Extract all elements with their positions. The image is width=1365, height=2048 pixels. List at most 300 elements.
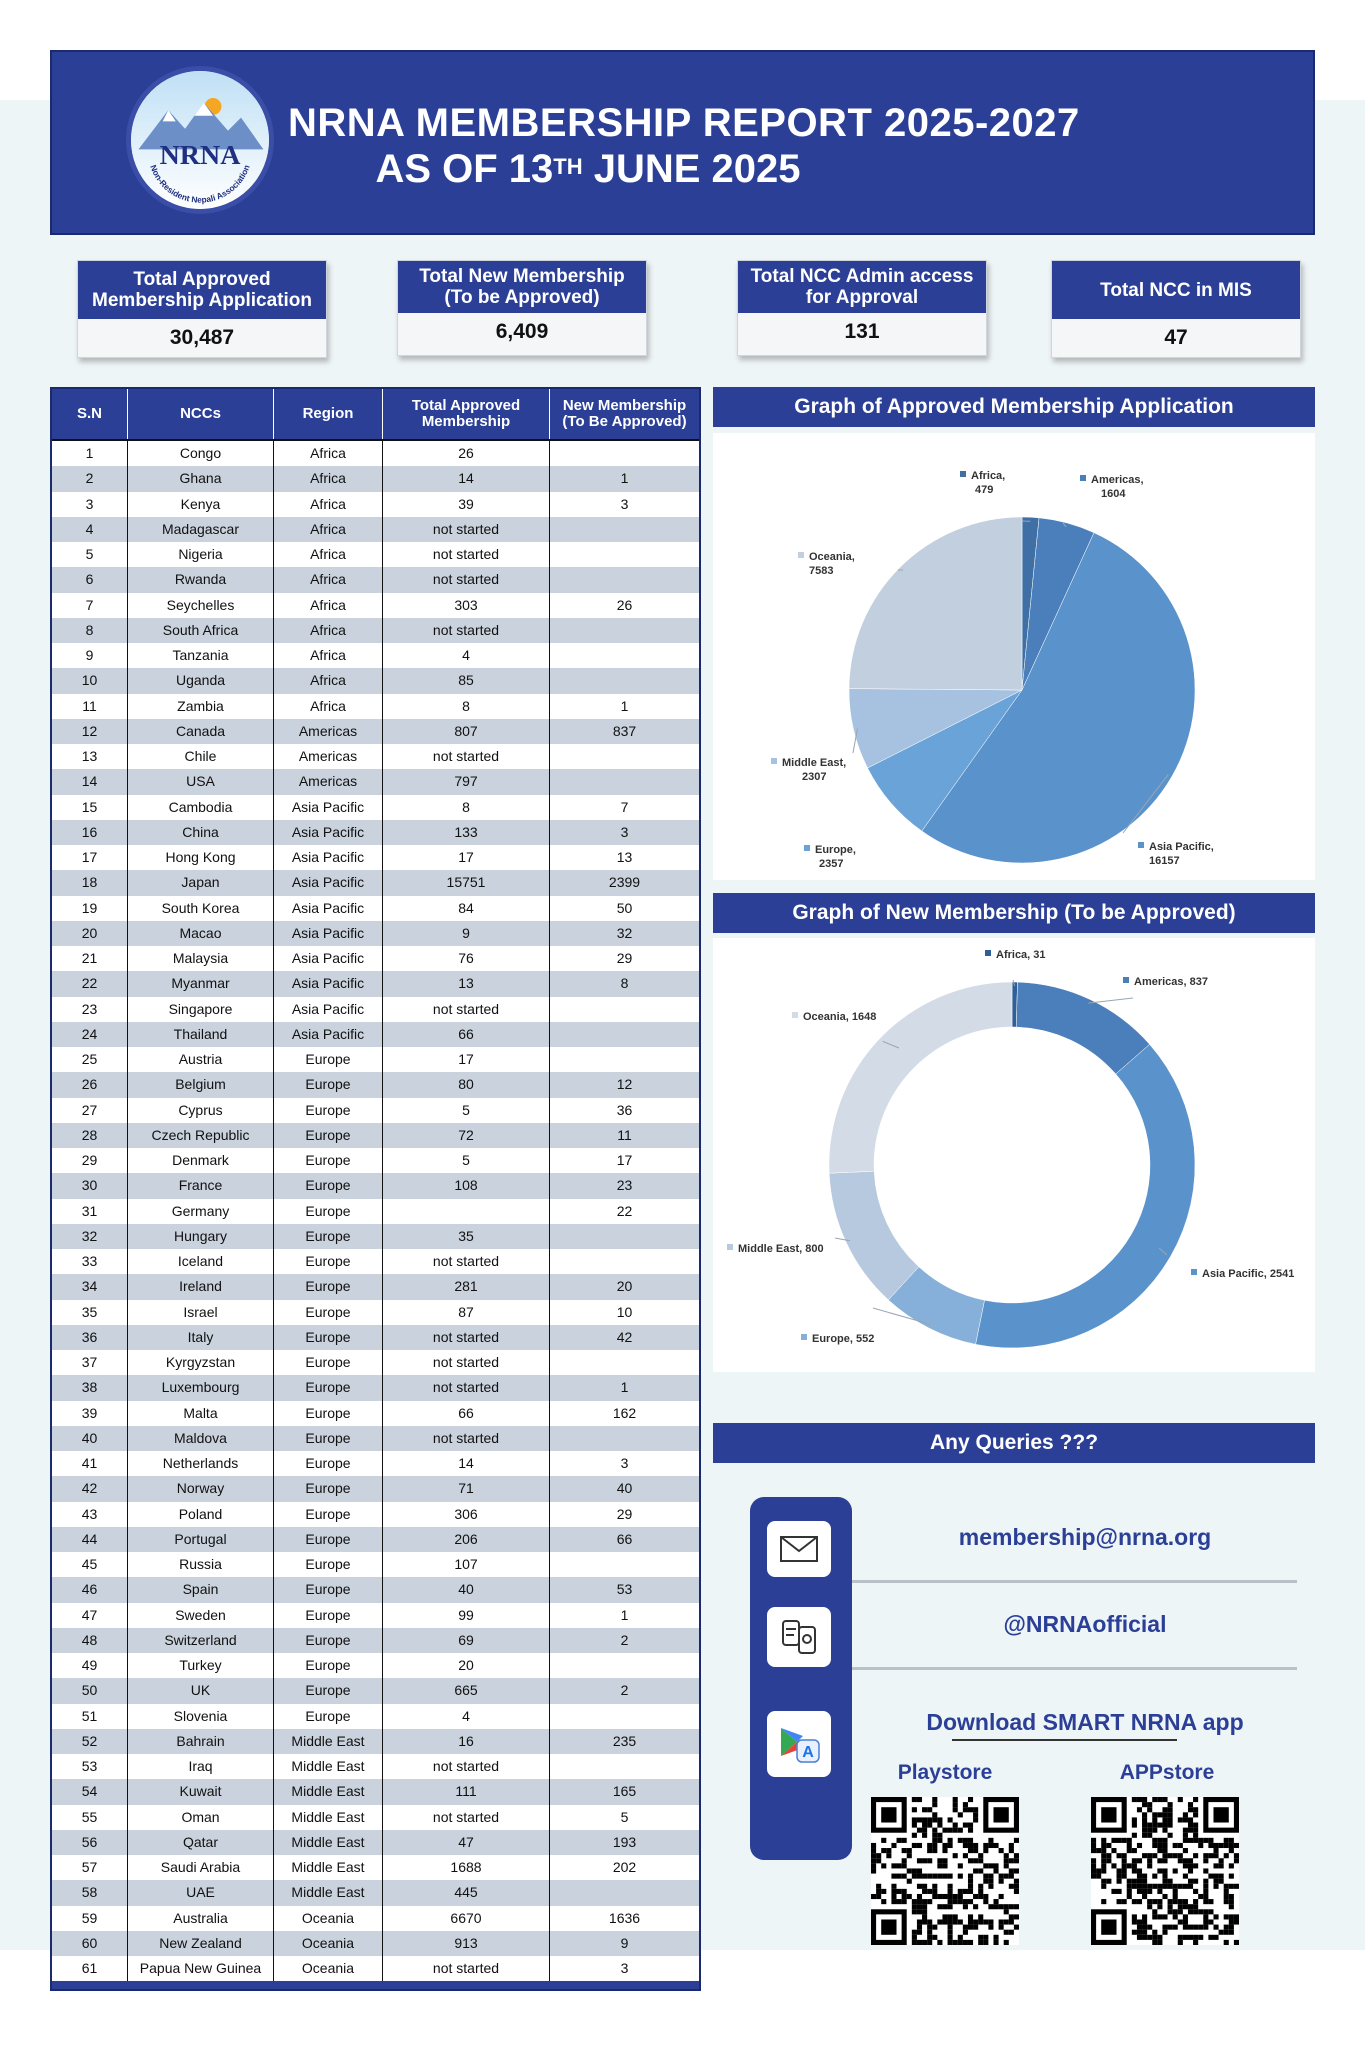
table-cell: not started (383, 1805, 550, 1830)
label-marker (727, 1244, 733, 1250)
table-row (52, 1754, 699, 1779)
table-cell: Middle East (274, 1754, 383, 1779)
table-row (52, 896, 699, 921)
table-cell: 84 (383, 896, 550, 921)
table-row (52, 971, 699, 996)
playstore-label: Playstore (897, 1761, 993, 1784)
table-cell: 8 (52, 618, 128, 643)
table-cell: 12 (616, 1076, 633, 1093)
table-row (52, 1047, 699, 1072)
table-cell: not started (383, 997, 550, 1022)
table-cell: 9 (383, 921, 550, 946)
table-cell: 35 (383, 1224, 550, 1249)
table-cell: New Zealand (128, 1931, 274, 1956)
table-cell: 20 (616, 1278, 633, 1295)
table-cell: 1 (620, 470, 629, 487)
table-cell: 445 (383, 1880, 550, 1905)
stat-total-new (397, 260, 647, 356)
label-marker (960, 471, 966, 477)
table-cell: Myanmar (128, 971, 274, 996)
table-cell: Turkey (128, 1653, 274, 1678)
table-cell: Europe (274, 1678, 383, 1703)
table-cell: Europe (274, 1199, 383, 1224)
table-cell: Europe (274, 1098, 383, 1123)
chart2-title: Graph of New Membership (To be Approved) (713, 893, 1315, 933)
table-cell: 22 (616, 1202, 633, 1219)
table-row (52, 1552, 699, 1577)
table-cell: Slovenia (128, 1704, 274, 1729)
table-cell: 8 (620, 975, 629, 992)
table-cell: 797 (383, 769, 550, 794)
table-cell: 72 (383, 1123, 550, 1148)
table-row (52, 997, 699, 1022)
table-cell: 28 (52, 1123, 128, 1148)
table-cell: Europe (274, 1224, 383, 1249)
table-cell: Oceania (274, 1931, 383, 1956)
table-cell: France (128, 1173, 274, 1198)
table-row (52, 694, 699, 719)
table-cell: Thailand (128, 1022, 274, 1047)
table-cell: Japan (128, 870, 274, 895)
table-cell: 40 (383, 1577, 550, 1602)
table-cell: Europe (274, 1426, 383, 1451)
table-cell: not started (383, 517, 550, 542)
table-cell: not started (383, 1350, 550, 1375)
table-header (52, 389, 699, 441)
table-cell: 4 (383, 643, 550, 668)
table-cell (550, 668, 699, 693)
table-row (52, 1451, 699, 1476)
table-cell: Europe (274, 1476, 383, 1501)
table-cell: 69 (383, 1628, 550, 1653)
table-cell: 41 (52, 1451, 128, 1476)
col-region: Region (274, 389, 383, 439)
table-cell (550, 1224, 699, 1249)
table-row (52, 1072, 699, 1097)
table-row (52, 1476, 699, 1501)
table-cell: Germany (128, 1199, 274, 1224)
table-row (52, 542, 699, 567)
table-row (52, 1603, 699, 1628)
data-label: Africa, 31 (996, 949, 1046, 961)
table-cell: Asia Pacific (274, 820, 383, 845)
table-cell: South Korea (128, 896, 274, 921)
table-row (52, 1274, 699, 1299)
data-label: Middle East, 800 (738, 1243, 824, 1255)
table-cell: 48 (52, 1628, 128, 1653)
table-cell: 33 (52, 1249, 128, 1274)
app-store-icon (767, 1711, 831, 1777)
table-cell (550, 1022, 699, 1047)
table-cell: 24 (52, 1022, 128, 1047)
table-cell: 12 (52, 719, 128, 744)
table-cell: 281 (383, 1274, 550, 1299)
data-label: Americas, 837 (1134, 976, 1208, 988)
table-row (52, 1148, 699, 1173)
table-cell: 23 (616, 1177, 633, 1194)
table-cell: USA (128, 769, 274, 794)
table-cell: 99 (383, 1603, 550, 1628)
table-cell: Europe (274, 1325, 383, 1350)
table-cell: Papua New Guinea (128, 1956, 274, 1981)
table-cell: 17 (383, 1047, 550, 1072)
data-label: Asia Pacific, 16157 (1149, 841, 1214, 867)
table-cell: Australia (128, 1906, 274, 1931)
table-cell: Africa (274, 441, 383, 466)
approved-pie-chart (713, 433, 1315, 880)
table-cell: 13 (383, 971, 550, 996)
table-cell: 26 (52, 1072, 128, 1097)
label-marker (1191, 1269, 1197, 1275)
table-cell: Africa (274, 567, 383, 592)
table-cell: 17 (52, 845, 128, 870)
table-cell: Americas (274, 744, 383, 769)
table-cell: Austria (128, 1047, 274, 1072)
table-cell: 42 (616, 1328, 633, 1345)
table-cell: 39 (52, 1401, 128, 1426)
table-cell: 58 (52, 1880, 128, 1905)
table-row (52, 820, 699, 845)
table-row (52, 1653, 699, 1678)
table-cell: 46 (52, 1577, 128, 1602)
table-cell: Asia Pacific (274, 971, 383, 996)
email-icon (767, 1521, 831, 1577)
table-cell: 3 (620, 823, 629, 840)
table-row (52, 668, 699, 693)
table-row (52, 1300, 699, 1325)
report-header (50, 50, 1315, 235)
table-cell: not started (383, 1375, 550, 1400)
table-cell: 17 (383, 845, 550, 870)
table-cell (383, 1199, 550, 1224)
table-cell: Denmark (128, 1148, 274, 1173)
table-row (52, 845, 699, 870)
table-cell: Czech Republic (128, 1123, 274, 1148)
table-cell: Russia (128, 1552, 274, 1577)
table-cell: Portugal (128, 1527, 274, 1552)
table-cell: Africa (274, 694, 383, 719)
label-marker (1080, 475, 1086, 481)
table-cell: 11 (617, 1126, 632, 1143)
table-cell: 25 (52, 1047, 128, 1072)
data-label: Middle East, 2307 (782, 757, 847, 783)
table-cell: 35 (52, 1300, 128, 1325)
table-cell (550, 1047, 699, 1072)
table-cell: Netherlands (128, 1451, 274, 1476)
svg-text:A: A (802, 1744, 814, 1761)
table-cell: 54 (52, 1779, 128, 1804)
table-cell: not started (383, 618, 550, 643)
table-row (52, 643, 699, 668)
table-cell: Poland (128, 1502, 274, 1527)
table-row (52, 466, 699, 491)
appstore-label: APPstore (1119, 1761, 1215, 1784)
table-cell: 40 (616, 1480, 633, 1497)
table-cell: Maldova (128, 1426, 274, 1451)
download-underline (952, 1739, 1177, 1741)
table-footer-bar (52, 1981, 699, 1989)
table-cell: not started (383, 542, 550, 567)
table-row (52, 1880, 699, 1905)
table-row (52, 1249, 699, 1274)
table-cell: Africa (274, 668, 383, 693)
table-row (52, 1502, 699, 1527)
table-cell: 6670 (383, 1906, 550, 1931)
table-cell (550, 997, 699, 1022)
data-label: Oceania, 7583 (809, 551, 855, 577)
table-row (52, 1098, 699, 1123)
table-cell: Asia Pacific (274, 997, 383, 1022)
table-cell: 59 (52, 1906, 128, 1931)
table-cell: 15 (52, 795, 128, 820)
table-row (52, 1931, 699, 1956)
table-cell: Africa (274, 643, 383, 668)
table-row (52, 1173, 699, 1198)
table-cell: Tanzania (128, 643, 274, 668)
contact-social[interactable]: @NRNAofficial (1003, 1611, 1167, 1637)
table-row (52, 593, 699, 618)
table-cell (550, 1754, 699, 1779)
table-cell: Europe (274, 1653, 383, 1678)
table-row (52, 567, 699, 592)
label-marker (792, 1012, 798, 1018)
table-row (52, 1906, 699, 1931)
table-cell: not started (383, 567, 550, 592)
table-cell: Asia Pacific (274, 921, 383, 946)
table-cell: 202 (612, 1859, 637, 1875)
table-cell: Asia Pacific (274, 795, 383, 820)
table-cell: 38 (52, 1375, 128, 1400)
table-cell: 30 (52, 1173, 128, 1198)
table-cell (550, 542, 699, 567)
label-marker (798, 552, 804, 558)
table-cell: 29 (52, 1148, 128, 1173)
table-cell: Europe (274, 1375, 383, 1400)
label-marker (771, 758, 777, 764)
table-cell: 60 (52, 1931, 128, 1956)
table-cell: 3 (620, 1960, 629, 1976)
table-cell: Africa (274, 517, 383, 542)
col-nccs: NCCs (128, 389, 274, 439)
table-cell: Israel (128, 1300, 274, 1325)
appstore-qr-code[interactable] (1091, 1797, 1239, 1945)
table-cell: 16 (52, 820, 128, 845)
label-marker (985, 950, 991, 956)
table-cell: Iraq (128, 1754, 274, 1779)
contact-icon-bar (750, 1497, 852, 1860)
table-cell: 13 (616, 849, 633, 865)
table-row (52, 795, 699, 820)
table-cell (550, 441, 699, 466)
table-cell: 8 (383, 694, 550, 719)
table-cell: Asia Pacific (274, 1022, 383, 1047)
table-cell: Europe (274, 1274, 383, 1299)
table-cell: 837 (612, 722, 637, 739)
table-row (52, 1628, 699, 1653)
table-cell: 80 (383, 1072, 550, 1097)
title-date-post: JUNE 2025 (582, 147, 801, 191)
divider-line (852, 1667, 1297, 1670)
table-cell: Madagascar (128, 517, 274, 542)
download-app-text: Download SMART NRNA app (926, 1709, 1244, 1735)
table-cell: 107 (383, 1552, 550, 1577)
table-cell: 206 (383, 1527, 550, 1552)
table-cell: 61 (52, 1956, 128, 1981)
table-cell: Middle East (274, 1855, 383, 1880)
table-cell: 66 (616, 1530, 633, 1547)
slice-oceania (849, 517, 1022, 690)
table-cell: 53 (52, 1754, 128, 1779)
table-cell: Oman (128, 1805, 274, 1830)
table-row (52, 492, 699, 517)
table-cell: 303 (383, 593, 550, 618)
table-cell: Europe (274, 1173, 383, 1198)
table-cell: not started (383, 1754, 550, 1779)
table-cell: 37 (52, 1350, 128, 1375)
table-cell: 32 (52, 1224, 128, 1249)
table-cell: 36 (616, 1101, 633, 1118)
stat-label: Total Approved Membership Application (78, 261, 326, 319)
table-cell: 9 (620, 1934, 629, 1951)
table-cell: 306 (383, 1502, 550, 1527)
table-cell (550, 1653, 699, 1678)
leader-line (1088, 998, 1133, 1003)
table-cell: not started (383, 1325, 550, 1350)
table-cell (550, 1426, 699, 1451)
new-membership-donut-chart (713, 938, 1315, 1372)
table-cell: 17 (616, 1152, 633, 1168)
table-cell (550, 744, 699, 769)
table-cell: Americas (274, 719, 383, 744)
table-cell: Europe (274, 1072, 383, 1097)
ncc-membership-table (50, 387, 701, 1991)
table-cell: 3 (52, 492, 128, 517)
table-cell: not started (383, 1956, 550, 1981)
table-cell: not started (383, 1426, 550, 1451)
table-cell: Malaysia (128, 946, 274, 971)
table-cell: 165 (612, 1783, 637, 1800)
stat-total-approved (77, 260, 327, 358)
table-cell: 27 (52, 1098, 128, 1123)
table-cell: 43 (52, 1502, 128, 1527)
table-cell: 52 (52, 1729, 128, 1754)
table-row (52, 441, 699, 466)
table-cell: 14 (52, 769, 128, 794)
table-cell: Kenya (128, 492, 274, 517)
table-cell: 20 (52, 921, 128, 946)
stat-label: Total New Membership (To be Approved) (398, 261, 646, 313)
table-cell: 85 (383, 668, 550, 693)
table-cell: 26 (383, 441, 550, 466)
table-cell: 5 (620, 1808, 629, 1825)
label-marker (1123, 977, 1129, 983)
table-cell (550, 517, 699, 542)
data-label: Europe, 2357 (815, 844, 856, 870)
table-cell: Italy (128, 1325, 274, 1350)
table-row (52, 1527, 699, 1552)
table-cell: Middle East (274, 1805, 383, 1830)
table-cell: 1 (620, 1606, 629, 1623)
table-cell: 23 (52, 997, 128, 1022)
table-cell: 4 (383, 1704, 550, 1729)
table-cell: 108 (383, 1173, 550, 1198)
table-cell: Canada (128, 719, 274, 744)
contact-email[interactable]: membership@nrna.org (958, 1524, 1212, 1550)
table-cell: 14 (383, 1451, 550, 1476)
stat-ncc-mis (1051, 260, 1301, 358)
table-row (52, 618, 699, 643)
table-cell: Africa (274, 542, 383, 567)
table-cell: 111 (383, 1779, 550, 1804)
table-cell: 1 (620, 1379, 629, 1396)
table-cell: Kuwait (128, 1779, 274, 1804)
slice-asia-pacific (976, 1044, 1195, 1348)
table-body (52, 441, 699, 1981)
table-row (52, 1855, 699, 1880)
data-label: Africa, 479 (971, 470, 1006, 496)
table-cell: 5 (383, 1148, 550, 1173)
playstore-qr-code[interactable] (871, 1797, 1019, 1945)
table-cell: UK (128, 1678, 274, 1703)
table-cell: 5 (52, 542, 128, 567)
table-cell: Malta (128, 1401, 274, 1426)
table-cell: 29 (616, 1505, 633, 1522)
table-cell: 66 (383, 1401, 550, 1426)
table-row (52, 1805, 699, 1830)
table-row (52, 1577, 699, 1602)
table-cell: 87 (383, 1300, 550, 1325)
table-row (52, 1678, 699, 1703)
table-cell: Middle East (274, 1779, 383, 1804)
stat-value: 47 (1164, 326, 1188, 349)
chart1-title: Graph of Approved Membership Application (713, 387, 1315, 427)
table-cell: Europe (274, 1350, 383, 1375)
table-row (52, 1830, 699, 1855)
table-cell: Macao (128, 921, 274, 946)
table-cell: Europe (274, 1628, 383, 1653)
table-cell: Zambia (128, 694, 274, 719)
label-marker (801, 1334, 807, 1340)
table-cell: 47 (52, 1603, 128, 1628)
table-cell: Bahrain (128, 1729, 274, 1754)
table-cell: Nigeria (128, 542, 274, 567)
stat-ncc-admin (737, 260, 987, 356)
table-cell: Europe (274, 1148, 383, 1173)
table-cell: 22 (52, 971, 128, 996)
table-cell: 57 (52, 1855, 128, 1880)
table-row (52, 769, 699, 794)
table-cell: 39 (383, 492, 550, 517)
divider-line (852, 1580, 1297, 1583)
table-cell: 36 (52, 1325, 128, 1350)
table-cell: 10 (52, 668, 128, 693)
table-row (52, 1729, 699, 1754)
table-row (52, 1704, 699, 1729)
table-cell: Middle East (274, 1880, 383, 1905)
table-row (52, 744, 699, 769)
table-cell: Saudi Arabia (128, 1855, 274, 1880)
nrna-logo (126, 66, 274, 214)
table-cell: 133 (383, 820, 550, 845)
data-label: Europe, 552 (812, 1333, 875, 1345)
table-row (52, 1426, 699, 1451)
table-cell: 10 (616, 1303, 633, 1320)
table-cell: 913 (383, 1931, 550, 1956)
table-cell: 20 (383, 1653, 550, 1678)
table-cell: 44 (52, 1527, 128, 1552)
label-marker (804, 845, 810, 851)
logo-subtext: Non-Resident Nepali Association (148, 163, 252, 205)
